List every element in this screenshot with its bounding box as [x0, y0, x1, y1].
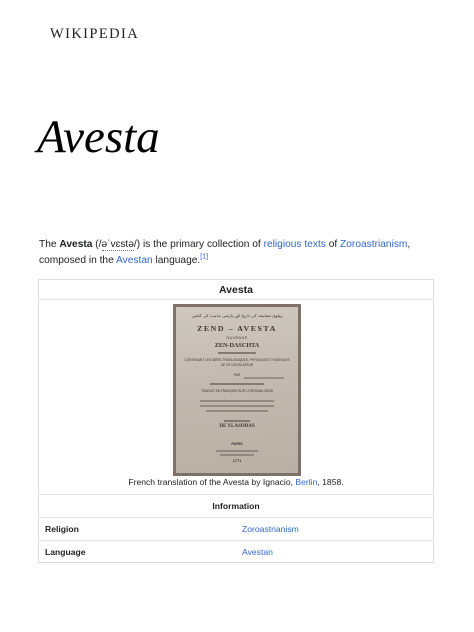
avesta-cover-image[interactable]: [173, 304, 301, 476]
infobox-section-information: Information: [212, 501, 260, 511]
berlin-link[interactable]: Berlin: [295, 477, 318, 487]
cover-rule: [218, 352, 256, 354]
lead-text: , composed in the: [39, 239, 411, 266]
ipa-pronunciation[interactable]: əˈvɛstə: [101, 239, 134, 250]
image-caption: [39, 477, 433, 487]
infobox-title: Avesta: [218, 284, 254, 296]
cover-rule: [244, 377, 284, 379]
caption-text: French translation of the Avesta by Ignacio,: [128, 477, 296, 487]
lead-bold-term: Avesta: [59, 239, 93, 250]
caption-text: , 1858.: [317, 477, 344, 487]
wikipedia-wordmark[interactable]: WIKIPEDIA: [50, 26, 140, 42]
divider: [39, 299, 433, 300]
cover-rule: [210, 383, 264, 385]
religion-value-link[interactable]: Zoroastrianism: [242, 524, 299, 534]
lead-text: language.: [152, 255, 201, 266]
cover-rule: [220, 454, 254, 456]
cover-year: 1771: [232, 459, 242, 463]
cover-rule: [224, 420, 250, 422]
infobox: [38, 279, 434, 563]
cover-small-line: PAR: [233, 373, 241, 377]
cover-small-line: DE CE LÉGISLATEUR: [220, 363, 254, 367]
cover-arabic-line: پہلوی تصانیف کی تاریخ اور پارسی مذہب کی کتابیں: [191, 313, 283, 318]
lead-text: (/: [92, 239, 102, 250]
lead-paragraph: [39, 237, 439, 269]
cover-rule: [206, 410, 268, 412]
avestan-link[interactable]: Avestan: [116, 255, 153, 266]
cover-rule: [200, 400, 274, 402]
lead-text: The: [39, 239, 60, 250]
cover-subtitle: OUVRAGE: [226, 336, 248, 340]
cover-page: [176, 307, 298, 473]
language-value-link[interactable]: Avestan: [242, 547, 273, 557]
divider: [39, 494, 433, 495]
cover-place: PARIS: [231, 442, 243, 446]
cover-zen-daschta: ZEN-DASCHTA: [214, 342, 260, 349]
cover-rule: [200, 405, 274, 407]
divider: [39, 540, 433, 541]
language-label: Language: [45, 547, 86, 557]
cover-zend-avesta: ZEND – AVESTA: [197, 324, 277, 333]
cover-small-line: TRADUIT EN FRANÇOIS SUR L'ORIGINAL ZEND: [201, 389, 273, 393]
lead-text: of: [325, 239, 341, 250]
religion-label: Religion: [45, 524, 79, 534]
cover-small-line: CONTENANT LES IDÉES THÉOLOGIQUES, PHYSIQUES ET MORALES: [184, 358, 290, 362]
lead-text: /) is the primary collection of: [133, 239, 264, 250]
cover-author: DE YLASODAS: [219, 424, 255, 429]
cover-rule: [216, 450, 258, 452]
zoroastrianism-link[interactable]: Zoroastrianism: [340, 239, 408, 250]
page-title: Avesta: [37, 111, 160, 163]
religious-texts-link[interactable]: religious texts: [263, 239, 326, 250]
divider: [39, 517, 433, 518]
reference-1[interactable]: [1]: [200, 253, 209, 261]
